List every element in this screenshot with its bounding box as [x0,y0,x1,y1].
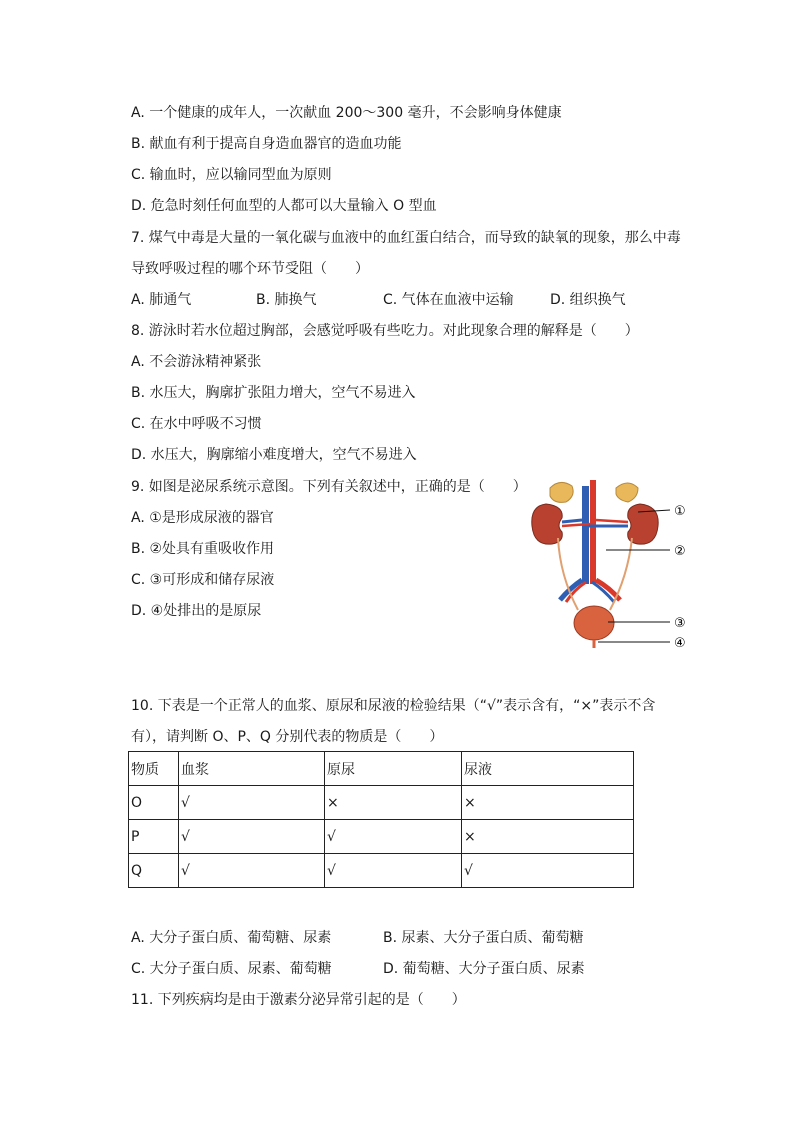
q10-option-c: C. 大分子蛋白质、尿素、葡萄糖 [131,961,332,977]
q7-stem-line2: 导致呼吸过程的哪个环节受阻（ ） [131,261,369,277]
q6-option-a: A. 一个健康的成年人，一次献血 200～300 毫升，不会影响身体健康 [131,105,562,121]
table-row [129,854,634,888]
q10-option-a: A. 大分子蛋白质、葡萄糖、尿素 [131,930,332,946]
q9-option-c: C. ③可形成和储存尿液 [131,572,275,588]
aorta [590,480,596,584]
table-row [129,786,634,820]
table-cell: √ [179,820,325,854]
q6-option-d: D. 危急时刻任何血型的人都可以大量输入 O 型血 [131,198,437,214]
q10-option-d: D. 葡萄糖、大分子蛋白质、尿素 [383,961,585,977]
urinary-system-figure [520,476,700,656]
label-3: ③ [674,616,686,631]
q8-option-c: C. 在水中呼吸不习惯 [131,416,262,432]
table-cell: √ [325,854,462,888]
table-cell: √ [462,854,634,888]
q6-option-c: C. 输血时，应以输同型血为原则 [131,167,332,183]
bladder [574,606,614,640]
table-cell: O [129,786,179,820]
q8-option-d: D. 水压大，胸廓缩小难度增大，空气不易进入 [131,447,417,463]
q7-option-a: A. 肺通气 [131,292,192,308]
right-adrenal-gland [616,483,638,502]
q10-option-b: B. 尿素、大分子蛋白质、葡萄糖 [383,930,584,946]
q7-option-c: C. 气体在血液中运输 [383,292,514,308]
q10-stem-line1: 10. 下表是一个正常人的血浆、原尿和尿液的检验结果（“√”表示含有，“×”表示不含 [131,698,656,714]
table-cell: P [129,820,179,854]
table-header-row [129,752,634,786]
table-cell: √ [325,820,462,854]
q7-option-d: D. 组织换气 [550,292,626,308]
table-cell: Q [129,854,179,888]
q8-option-a: A. 不会游泳精神紧张 [131,354,262,370]
table-cell: × [462,820,634,854]
q9-option-b: B. ②处具有重吸收作用 [131,541,275,557]
q7-option-b: B. 肺换气 [256,292,317,308]
q11-stem: 11. 下列疾病均是由于激素分泌异常引起的是（ ） [131,992,466,1008]
table-cell: √ [179,854,325,888]
q8-option-b: B. 水压大，胸廓扩张阻力增大，空气不易进入 [131,385,416,401]
q10-stem-line2: 有），请判断 O、P、Q 分别代表的物质是（ ） [131,729,444,745]
table-cell: √ [179,786,325,820]
test-result-table [128,751,634,888]
q9-option-d: D. ④处排出的是原尿 [131,603,262,619]
q7-stem-line1: 7. 煤气中毒是大量的一氧化碳与血液中的血红蛋白结合，而导致的缺氧的现象，那么中毒 [131,230,681,246]
left-adrenal-gland [550,482,573,502]
q6-option-b: B. 献血有利于提高自身造血器官的造血功能 [131,136,402,152]
table-row [129,820,634,854]
label-4: ④ [674,636,686,651]
q8-stem: 8. 游泳时若水位超过胸部，会感觉呼吸有些吃力。对此现象合理的解释是（ ） [131,323,639,339]
vena-cava [582,486,589,584]
label-1: ① [674,504,686,519]
header-cell: 血浆 [179,752,325,786]
q9-option-a: A. ①是形成尿液的器官 [131,510,274,526]
header-cell: 物质 [129,752,179,786]
table-cell: × [462,786,634,820]
label-2: ② [674,544,686,559]
header-cell: 尿液 [462,752,634,786]
table-cell: × [325,786,462,820]
header-cell: 原尿 [325,752,462,786]
q9-stem: 9. 如图是泌尿系统示意图。下列有关叙述中，正确的是（ ） [131,479,527,495]
